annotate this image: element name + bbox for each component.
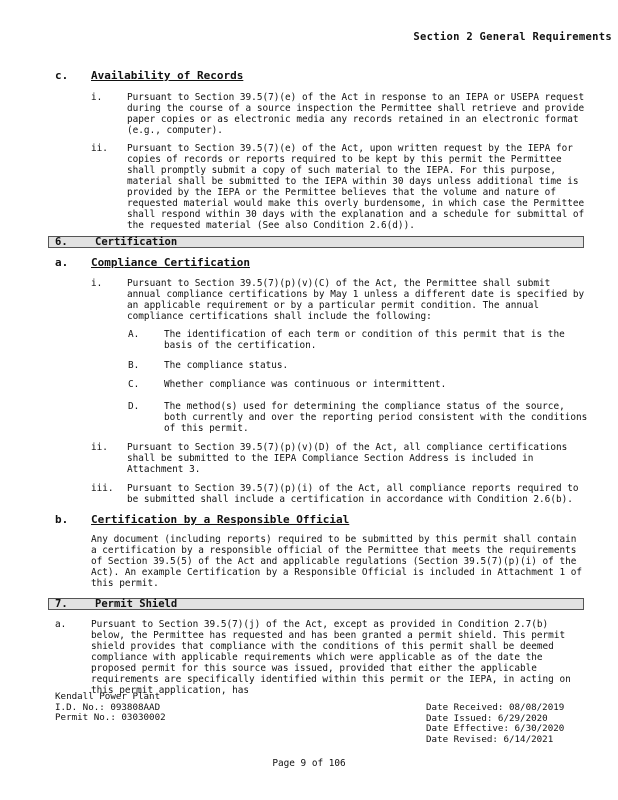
id-number: I.D. No.: 093808AAD <box>55 701 161 713</box>
section-c-heading: Availability of Records <box>91 69 244 82</box>
item-text: Pursuant to Section 39.5(7)(p)(v)(C) of the Act, the Permittee shall submit annual compliance certifications by May 1 unless a different date is specified by an applicable requirement or by a particular permit condition. The annual compliance certifications shall include the following: <box>127 278 585 322</box>
sub-item <box>128 401 588 434</box>
sub-item-number: B. <box>128 360 140 371</box>
section-a-title <box>55 257 585 268</box>
item-number: iii. <box>91 483 114 494</box>
section-a-letter: a. <box>55 256 69 269</box>
sub-item-number: D. <box>128 401 140 412</box>
plant-name: Kendall Power Plant <box>55 691 161 702</box>
section-c <box>55 70 585 81</box>
item-text: Pursuant to Section 39.5(7)(j) of the Act, except as provided in Condition 2.7(b) below, the Permittee has requested and has been granted a permit shield. This permit shield provides that compliance with the conditions of this permit shall be deemed compliance with applicable requirements which were applicable as of the date the proposed permit for this source was issued, provided that either the applicable requirements are specifically identified within this permit or the IEPA, in acting on this permit application, has <box>91 619 571 696</box>
sub-item-number: C. <box>128 379 140 390</box>
permit-number: Permit No.: 03030002 <box>55 712 166 723</box>
item-number: ii. <box>91 143 108 154</box>
list-item <box>55 619 587 696</box>
item-text: Pursuant to Section 39.5(7)(e) of the Act in response to an IEPA or USEPA request during the course of a source inspection the Permittee shall retrieve and provide paper copies or as electronic media any records retained in an electronic format (e.g., computer). <box>127 92 585 136</box>
item-number: a. <box>55 619 67 630</box>
section-header: Section 2 General Requirements <box>413 31 612 43</box>
section-b-letter: b. <box>55 513 69 526</box>
section-a-heading: Compliance Certification <box>91 256 250 269</box>
sub-item <box>128 329 588 351</box>
section-b-title <box>55 514 585 525</box>
section-6-title: Certification <box>95 236 178 248</box>
item-text: Pursuant to Section 39.5(7)(e) of the Act, upon written request by the IEPA for copies of records or reports required to be kept by this permit the Permittee shall promptly submit a copy of such material to the IEPA. For this purpose, material shall be submitted to the IEPA within 30 days unless additional time is provided by the IEPA or the Permittee believes that the volume and nature of requested material would make this overly burdensome, in which case the Permittee shall respond within 30 days with the explanation and a schedule for submittal of the requested material (See also Condition 2.6(d)). <box>127 143 585 231</box>
section-6-number: 6. <box>55 236 68 248</box>
section-c-letter: c. <box>55 69 69 82</box>
section-7-band <box>48 598 584 610</box>
list-item <box>91 442 587 475</box>
sub-item-text: The identification of each term or condition of this permit that is the basis of the certification. <box>164 329 565 351</box>
section-b <box>55 514 585 525</box>
footer-left <box>55 692 166 724</box>
section-b-paragraph: Any document (including reports) required to be submitted by this permit shall contain a certification by a responsible official of the Permittee that meets the requirements of Section 39.5(5) of the Act and applicable regulations (Section 39.5(7)(p)(i) of the Act). An example Certification by a Responsible Official is included in Attachment 1 of this permit. <box>91 534 583 589</box>
list-item <box>91 483 587 505</box>
list-item <box>91 92 587 136</box>
footer-right <box>426 703 564 745</box>
item-number: ii. <box>91 442 108 453</box>
section-c-title <box>55 70 585 81</box>
sub-item <box>128 360 588 371</box>
sub-item-number: A. <box>128 329 140 340</box>
list-item <box>91 278 587 322</box>
date-revised: Date Revised: 6/14/2021 <box>426 733 554 745</box>
section-7-title: Permit Shield <box>95 598 178 610</box>
sub-item-text: The compliance status. <box>164 360 289 371</box>
sub-item-text: Whether compliance was continuous or intermittent. <box>164 379 447 390</box>
item-number: i. <box>91 278 103 289</box>
section-7-number: 7. <box>55 598 68 610</box>
section-b-heading: Certification by a Responsible Official <box>91 513 350 526</box>
sub-item <box>128 379 588 390</box>
item-text: Pursuant to Section 39.5(7)(p)(v)(D) of the Act, all compliance certifications shall be submitted to the IEPA Compliance Section Address is included in Attachment 3. <box>127 442 568 475</box>
sub-item-text: The method(s) used for determining the compliance status of the source, both currently and over the reporting period consistent with the conditions of this permit. <box>164 401 588 434</box>
item-number: i. <box>91 92 103 103</box>
date-effective: Date Effective: 6/30/2020 <box>426 723 565 734</box>
list-item <box>91 143 587 231</box>
section-6-band <box>48 236 584 248</box>
item-text: Pursuant to Section 39.5(7)(p)(i) of the Act, all compliance reports required to be submitted shall include a certification in accordance with Condition 2.6(b). <box>127 483 579 505</box>
section-a <box>55 257 585 268</box>
date-received: Date Received: 08/08/2019 <box>426 702 565 713</box>
date-issued: Date Issued: 6/29/2020 <box>426 712 548 724</box>
page-number: Page 9 of 106 <box>272 758 346 769</box>
